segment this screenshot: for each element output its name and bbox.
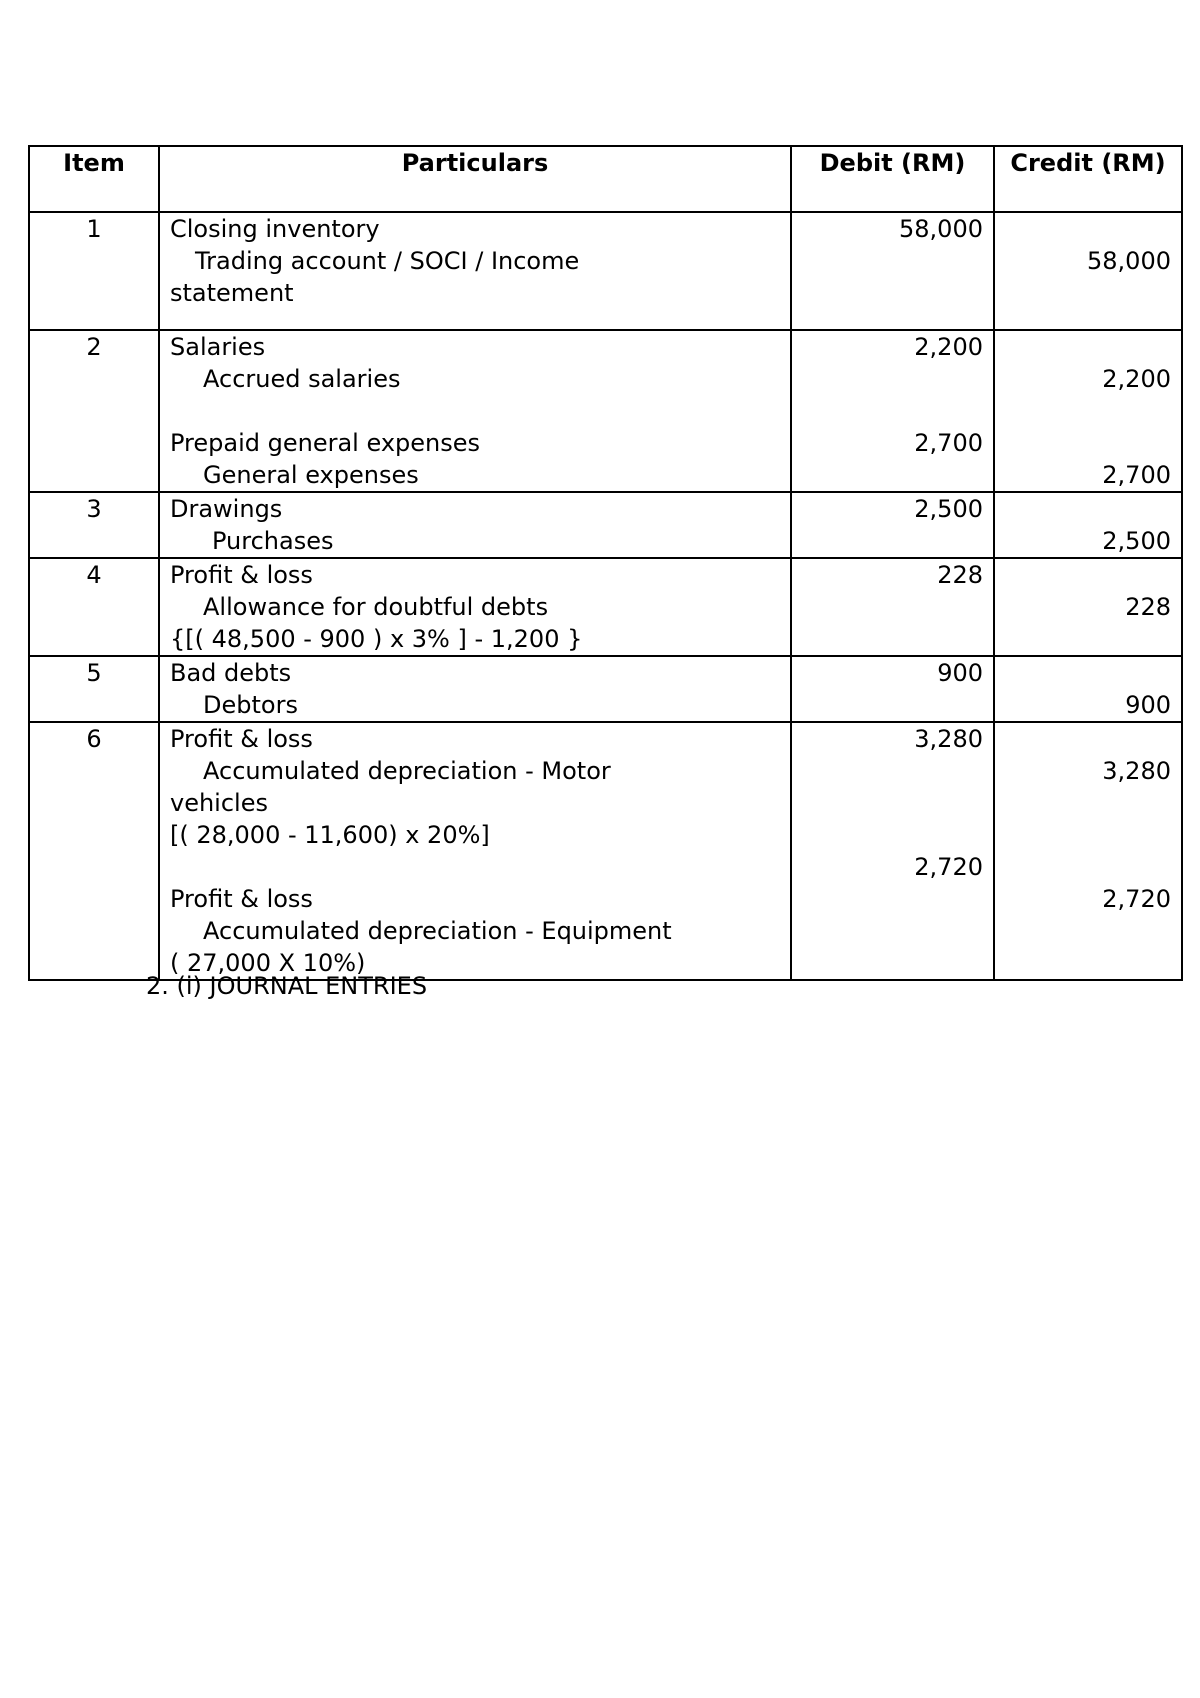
credit-amount [995, 723, 1171, 755]
debit-cell [791, 492, 994, 558]
particular-line: General expenses [203, 461, 419, 489]
credit-amount: 58,000 [1087, 247, 1171, 275]
credit-amount [995, 787, 1171, 819]
debit-amount [792, 623, 983, 655]
debit-amount: 900 [937, 659, 983, 687]
debit-amount [792, 245, 983, 277]
table-row [29, 492, 1182, 558]
debit-amount [792, 915, 983, 947]
item-number: 6 [29, 722, 159, 980]
particular-line: Salaries [170, 333, 266, 361]
debit-amount [792, 689, 983, 721]
table-row [29, 558, 1182, 656]
item-number: 1 [29, 212, 159, 330]
header-item: Item [29, 146, 159, 212]
particular-line [170, 851, 784, 883]
debit-amount [792, 459, 983, 491]
particular-line [170, 395, 784, 427]
credit-amount [995, 277, 1171, 309]
credit-amount [995, 819, 1171, 851]
particular-line: statement [170, 279, 294, 307]
particular-line: Closing inventory [170, 215, 380, 243]
table-row [29, 656, 1182, 722]
debit-amount [792, 395, 983, 427]
credit-amount [995, 559, 1171, 591]
debit-amount [792, 787, 983, 819]
debit-cell [791, 212, 994, 330]
credit-amount [995, 395, 1171, 427]
debit-amount: 228 [937, 561, 983, 589]
particular-line: vehicles [170, 789, 268, 817]
particular-line: Drawings [170, 495, 283, 523]
journal-entries-table [28, 145, 1183, 981]
particulars-cell [159, 212, 791, 330]
debit-amount [792, 591, 983, 623]
header-credit: Credit (RM) [994, 146, 1182, 212]
particular-line: Allowance for doubtful debts [203, 593, 549, 621]
credit-cell [994, 330, 1182, 492]
debit-amount [792, 947, 983, 979]
table-caption: 2. (i) JOURNAL ENTRIES [146, 972, 428, 1000]
credit-amount [995, 851, 1171, 883]
item-number: 5 [29, 656, 159, 722]
particular-line: ( 27,000 X 10%) [170, 949, 366, 977]
debit-amount [792, 819, 983, 851]
credit-amount: 2,720 [1102, 885, 1171, 913]
debit-amount: 2,700 [914, 429, 983, 457]
credit-amount: 2,200 [1102, 365, 1171, 393]
table-row [29, 212, 1182, 330]
particular-line: Accrued salaries [203, 365, 401, 393]
credit-amount: 900 [1125, 691, 1171, 719]
credit-amount [995, 427, 1171, 459]
credit-cell [994, 558, 1182, 656]
debit-amount [792, 883, 983, 915]
particular-line: Profit & loss [170, 885, 313, 913]
particular-line: Trading account / SOCI / Income [195, 247, 580, 275]
particulars-cell [159, 722, 791, 980]
particular-line: Debtors [203, 691, 298, 719]
table-row [29, 722, 1182, 980]
particular-line: Accumulated depreciation - Motor [203, 757, 611, 785]
header-particulars: Particulars [159, 146, 791, 212]
debit-cell [791, 558, 994, 656]
item-number: 4 [29, 558, 159, 656]
particular-line: Profit & loss [170, 561, 313, 589]
table-row [29, 330, 1182, 492]
particular-line: Bad debts [170, 659, 292, 687]
credit-amount: 3,280 [1102, 757, 1171, 785]
credit-amount [995, 623, 1171, 655]
credit-cell [994, 722, 1182, 980]
credit-cell [994, 212, 1182, 330]
credit-amount [995, 213, 1171, 245]
particular-line: Profit & loss [170, 725, 313, 753]
debit-cell [791, 330, 994, 492]
credit-cell [994, 492, 1182, 558]
particular-line: {[( 48,500 - 900 ) x 3% ] - 1,200 } [170, 625, 583, 653]
header-debit: Debit (RM) [791, 146, 994, 212]
particulars-cell [159, 330, 791, 492]
credit-amount [995, 947, 1171, 979]
particulars-cell [159, 656, 791, 722]
particulars-cell [159, 492, 791, 558]
debit-cell [791, 722, 994, 980]
debit-amount: 2,500 [914, 495, 983, 523]
particular-line: Accumulated depreciation - Equipment [203, 917, 672, 945]
credit-amount [995, 657, 1171, 689]
debit-amount: 58,000 [899, 215, 983, 243]
particular-line: [( 28,000 - 11,600) x 20%] [170, 821, 490, 849]
debit-amount [792, 755, 983, 787]
table-header-row [29, 146, 1182, 212]
debit-cell [791, 656, 994, 722]
item-number: 2 [29, 330, 159, 492]
particulars-cell [159, 558, 791, 656]
credit-amount: 2,700 [1102, 461, 1171, 489]
debit-amount [792, 525, 983, 557]
debit-amount: 2,200 [914, 333, 983, 361]
credit-amount [995, 331, 1171, 363]
credit-amount: 2,500 [1102, 527, 1171, 555]
debit-amount: 3,280 [914, 725, 983, 753]
credit-amount: 228 [1125, 593, 1171, 621]
debit-amount [792, 363, 983, 395]
credit-amount [995, 915, 1171, 947]
debit-amount [792, 277, 983, 309]
item-number: 3 [29, 492, 159, 558]
particular-line: Prepaid general expenses [170, 429, 481, 457]
credit-cell [994, 656, 1182, 722]
debit-amount: 2,720 [914, 853, 983, 881]
particular-line: Purchases [212, 527, 334, 555]
credit-amount [995, 493, 1171, 525]
